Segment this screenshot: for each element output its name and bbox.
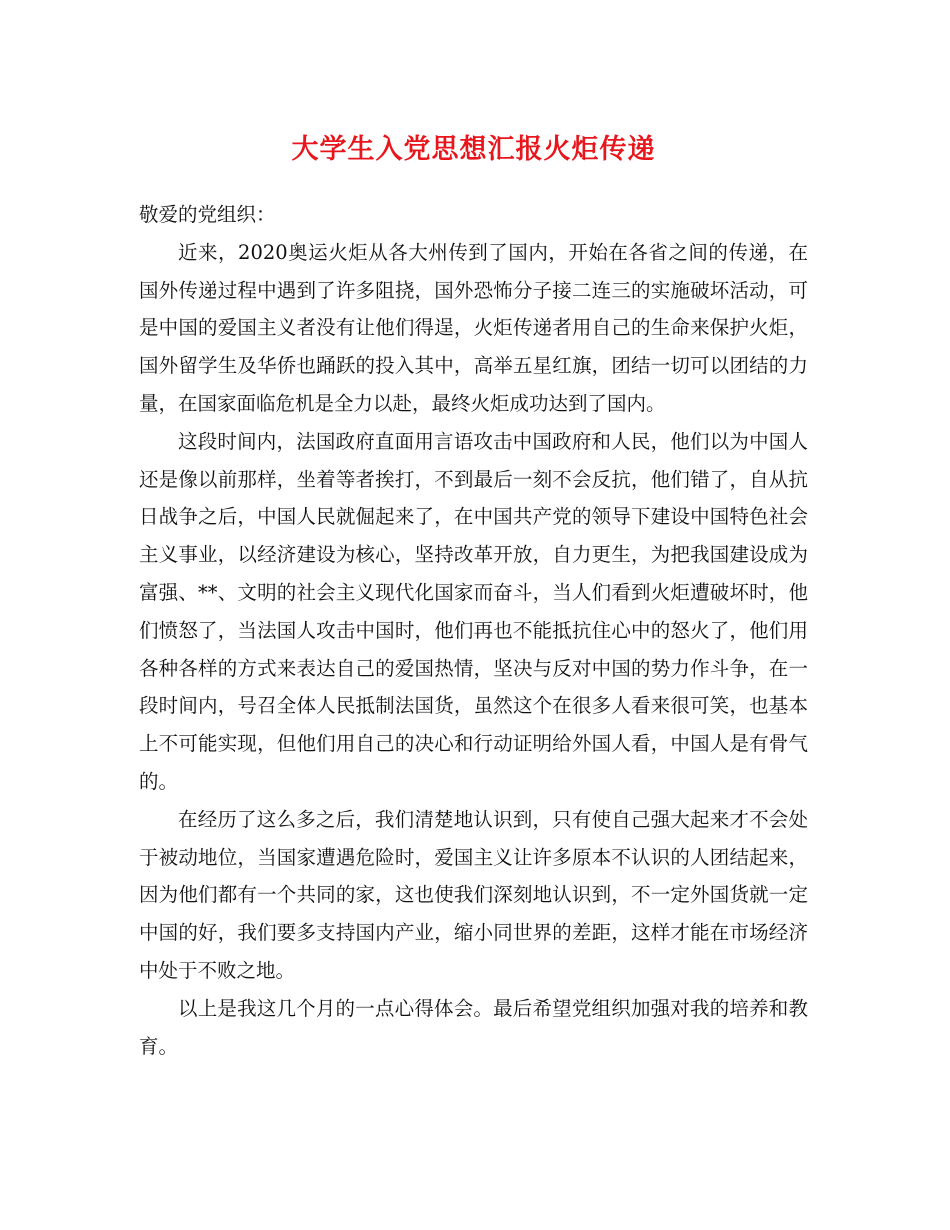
- document-body: [139, 196, 808, 1065]
- paragraph-2: 这段时间内，法国政府直面用言语攻击中国政府和人民，他们以为中国人还是像以前那样，坐着等者挨打，不到最后一刻不会反抗，他们错了，自从抗日战争之后，中国人民就倔起来了，在中国共产党的领导下建设中国特色社会主义事业，以经济建设为核心，坚持改革开放，自力更生，为把我国建设成为富强、**、文明的社会主义现代化国家而奋斗，当人们看到火炬遭破坏时，他们愤怒了，当法国人攻击中国时，他们再也不能抵抗住心中的怒火了，他们用各种各样的方式来表达自己的爱国热情，坚决与反对中国的势力作斗争，在一段时间内，号召全体人民抵制法国货，虽然这个在很多人看来很可笑，也基本上不可能实现，但他们用自己的决心和行动证明给外国人看，中国人是有骨气的。: [139, 429, 808, 793]
- paragraph-3: 在经历了这么多之后，我们清楚地认识到，只有使自己强大起来才不会处于被动地位，当国家遭遇危险时，爱国主义让许多原本不认识的人团结起来，因为他们都有一个共同的家，这也使我们深刻地认识到，不一定外国货就一定中国的好，我们要多支持国内产业，缩小同世界的差距，这样才能在市场经济中处于不败之地。: [139, 807, 808, 982]
- document-title: 大学生入党思想汇报火炬传递: [291, 134, 656, 165]
- salutation: 敬爱的党组织：: [139, 203, 276, 226]
- paragraph-1: 近来，2020奥运火炬从各大州传到了国内，开始在各省之间的传递，在国外传递过程中遇到了许多阻挠，国外恐怖分子接二连三的实施破坏活动，可是中国的爱国主义者没有让他们得逞，火炬传递者用自己的生命来保护火炬，国外留学生及华侨也踊跃的投入其中，高举五星红旗，团结一切可以团结的力量，在国家面临危机是全力以赴，最终火炬成功达到了国内。: [139, 240, 808, 415]
- paragraph-4: 以上是我这几个月的一点心得体会。最后希望党组织加强对我的培养和教育。: [139, 996, 808, 1058]
